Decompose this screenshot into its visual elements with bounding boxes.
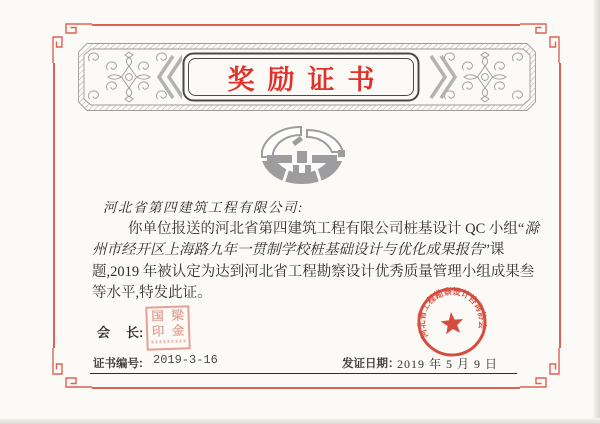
body-segment: 等水平,特发此证。 [92, 284, 212, 301]
frame-border-left [53, 63, 55, 348]
body-segment: 你单位报送的河北省第四建筑工程有限公司桩基设计 QC 小组“ [128, 221, 525, 237]
cert-no-value: 2019-3-16 [153, 353, 218, 367]
seal-char: 印 [151, 324, 165, 339]
body-segment: 题,2019 年被认定为达到河北省工程勘察设计优秀质量管理小组成果叁 [92, 263, 535, 280]
frame-border-right [559, 63, 561, 348]
title-banner [182, 52, 420, 102]
body-line [92, 262, 535, 283]
president-label-part: 长: [126, 325, 144, 340]
scan-edge-shadow [0, 418, 600, 424]
association-round-seal [410, 280, 494, 364]
body-segment-script: 州市经开区上海路九年一贯制学校桩基础设计与优化成果报告 [92, 242, 484, 259]
president-label [97, 322, 143, 341]
president-label-part: 会 [97, 325, 111, 340]
issue-date-value: 2019 年 5 月 9 日 [397, 357, 499, 371]
seal-microtext [151, 339, 185, 343]
seal-char: 梁 [171, 308, 185, 324]
footer-underline [90, 373, 517, 374]
meander-corner-icon [46, 348, 92, 394]
body-line [92, 219, 539, 240]
seal-char: 国 [151, 309, 165, 324]
body-segment: ”课 [483, 242, 505, 259]
president-square-seal [145, 305, 191, 351]
svg-text:河北省工程勘察设计咨询协会 [412, 282, 490, 340]
addressee: 河北省第四建筑工程有限公司: [103, 200, 304, 215]
frame-border-top [92, 24, 520, 26]
issue-date-label: 发证日期： [342, 358, 400, 370]
meander-corner-icon [520, 348, 566, 394]
scan-edge-shadow [593, 0, 600, 424]
body-segment-script: 滁 [524, 221, 539, 237]
round-seal-text: 河北省工程勘察设计咨询协会 [416, 286, 488, 340]
body-line [92, 240, 528, 261]
frame-border-bottom [92, 387, 520, 389]
seal-char: 金 [171, 323, 185, 339]
qc-logo-icon [254, 124, 350, 188]
cert-no-label: 证书编号: [93, 358, 143, 370]
star-icon [440, 311, 465, 335]
certificate-title: 奖励证书 [227, 64, 388, 95]
